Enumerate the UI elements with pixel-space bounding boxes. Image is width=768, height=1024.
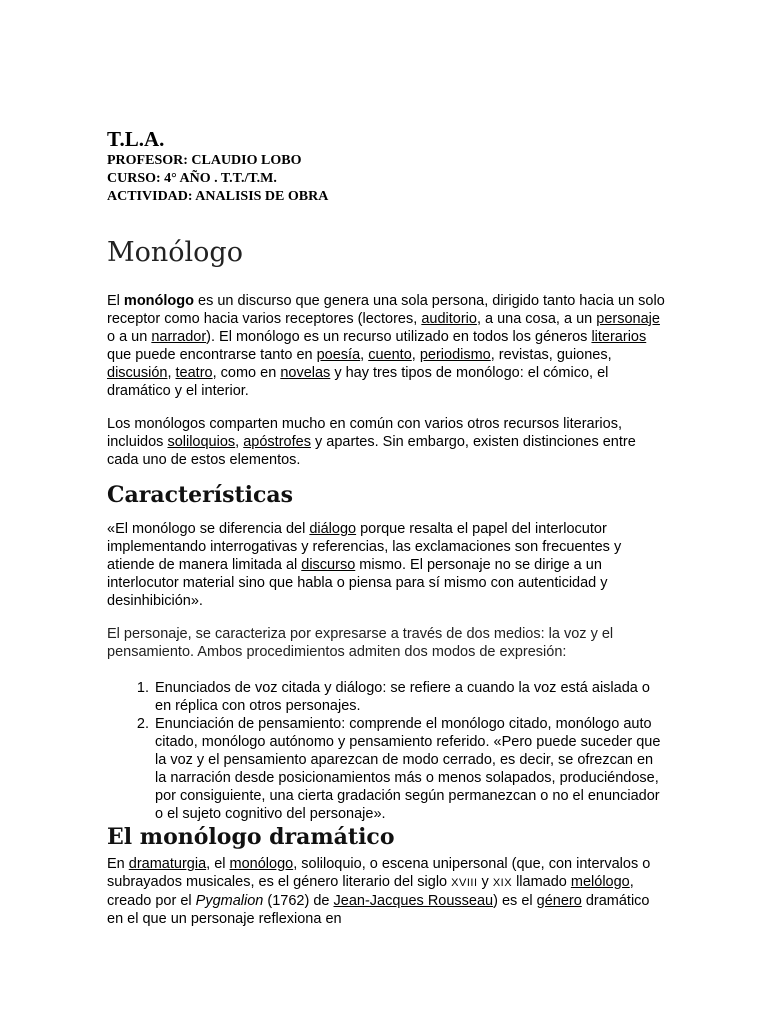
text-run: ,	[411, 347, 420, 363]
document-page	[107, 126, 667, 928]
document-header	[107, 126, 667, 206]
text-run: que puede encontrarse tanto en	[107, 347, 317, 363]
link-narrador[interactable]: narrador	[151, 329, 207, 345]
text-run: , como en	[212, 365, 281, 381]
text-run: En	[107, 856, 129, 872]
link-discurso[interactable]: discurso	[301, 557, 356, 573]
main-title: Monólogo	[107, 237, 243, 268]
text-run: ). El monólogo es un recurso utilizado en todos los géneros	[206, 329, 592, 345]
text-run: ) es el	[493, 893, 537, 909]
link-dialogo[interactable]: diálogo	[309, 521, 357, 537]
text-run: «El monólogo se diferencia del	[107, 521, 310, 537]
link-teatro[interactable]: teatro	[175, 365, 213, 381]
link-periodismo[interactable]: periodismo	[419, 347, 491, 363]
link-auditorio[interactable]: auditorio	[421, 311, 477, 327]
text-run: ,	[360, 347, 369, 363]
link-apostrofes[interactable]: apóstrofes	[243, 434, 311, 450]
link-monologo[interactable]: monólogo	[229, 856, 294, 872]
link-genero[interactable]: género	[536, 893, 582, 909]
header-actividad: ACTIVIDAD: ANALISIS DE OBRA	[107, 189, 329, 204]
link-melologo[interactable]: melólogo	[570, 874, 630, 890]
text-run: (1762) de	[263, 893, 334, 909]
link-cuento[interactable]: cuento	[368, 347, 412, 363]
header-title: T.L.A.	[107, 127, 165, 151]
header-profesor: PROFESOR: CLAUDIO LOBO	[107, 153, 302, 168]
quote-paragraph	[107, 520, 667, 610]
personaje-paragraph: El personaje, se caracteriza por expresarse a través de dos medios: la voz y el pensamiento. Ambos procedimientos admiten dos modos de expresión:	[107, 626, 614, 660]
text-run: mismo. El personaje no se dirige a un interlocutor material sino que habla o piensa para sí mismo con autenticidad y desinhibición».	[107, 557, 608, 609]
bold-term: monólogo	[123, 293, 194, 309]
link-dramaturgia[interactable]: dramaturgia	[128, 856, 207, 872]
text-run: o a un	[107, 329, 152, 345]
text-run: y hay tres tipos de monólogo: el cómico, el dramático y el interior.	[107, 365, 609, 399]
header-curso: CURSO: 4° AÑO . T.T./T.M.	[107, 171, 277, 186]
text-run: Los monólogos comparten mucho en común con varios otros recursos literarios, incluidos	[107, 416, 622, 450]
link-poesia[interactable]: poesía	[316, 347, 361, 363]
dramatico-paragraph	[107, 855, 667, 928]
text-run: , creado por el	[107, 874, 634, 909]
text-run: , revistas, guiones,	[490, 347, 612, 363]
heading-caracteristicas: Características	[107, 482, 294, 508]
text-run: , el	[206, 856, 230, 872]
link-discusion[interactable]: discusión	[107, 365, 168, 381]
link-literarios[interactable]: literarios	[591, 329, 647, 345]
text-run: y apartes. Sin embargo, existen distinciones entre cada uno de estos elementos.	[107, 434, 636, 468]
second-paragraph	[107, 415, 667, 469]
century-xviii: XVIII	[451, 877, 478, 889]
link-novelas[interactable]: novelas	[280, 365, 331, 381]
link-soliloquios[interactable]: soliloquios	[167, 434, 236, 450]
text-run: y	[477, 874, 493, 890]
text-run: , soliloquio, o escena unipersonal (que, con intervalos o subrayados musicales, es el género literario del siglo	[107, 856, 651, 890]
link-personaje[interactable]: personaje	[596, 311, 660, 327]
list-item: 2. Enunciación de pensamiento: comprende el monólogo citado, monólogo auto citado, monólogo autónomo y pensamiento referido. «Pero puede suceder que la voz y el pensamiento aparezcan de modo cerrado, es decir, se ofrezcan en la narración desde posicionamientos más o menos solapados, produciéndose, por consiguiente, una cierta gradación según permanezcan o no el enunciador o el sujeto cognitivo del personaje».	[153, 715, 667, 823]
list-item: 1. Enunciados de voz citada y diálogo: se refiere a cuando la voz está aislada o en réplica con otros personajes.	[153, 679, 667, 715]
link-rousseau[interactable]: Jean-Jacques Rousseau	[333, 893, 494, 909]
text-run: ,	[235, 434, 244, 450]
text-run: porque resalta el papel del interlocutor implementando interrogativas y referencias, las exclamaciones son frecuentes y atiende de manera limitada al	[107, 521, 622, 573]
work-title-pygmalion: Pygmalion	[195, 893, 264, 909]
text-run: llamado	[512, 874, 571, 890]
text-run: es un discurso que genera una sola persona, dirigido tanto hacia un solo receptor como hacia varios receptores (lectores,	[107, 293, 665, 327]
expression-modes-list	[107, 679, 667, 823]
text-run: , a una cosa, a un	[476, 311, 597, 327]
intro-paragraph	[107, 292, 667, 400]
century-xix: XIX	[492, 877, 513, 889]
text-run: dramático en el que un personaje reflexiona en	[107, 893, 650, 927]
heading-monologo-dramatico: El monólogo dramático	[107, 824, 395, 850]
text-run: ,	[167, 365, 176, 381]
text-run: El	[107, 293, 124, 309]
